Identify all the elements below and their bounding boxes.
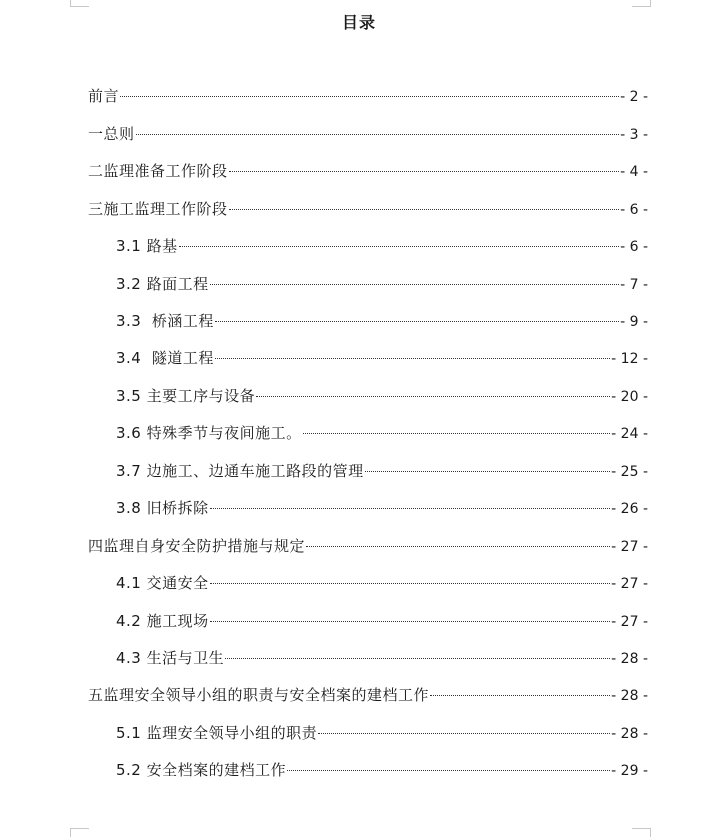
toc-entry-page: - 28 - (611, 726, 648, 742)
dot-leader (215, 358, 610, 359)
toc-entry[interactable] (88, 683, 648, 707)
toc-entry-label: 一总则 (88, 125, 135, 143)
dot-leader (120, 96, 619, 97)
toc-entry[interactable] (88, 84, 648, 108)
toc-entry-page: - 25 - (611, 464, 648, 480)
dot-leader (287, 770, 610, 771)
toc-entry-label: 3.7 边施工、边通车施工路段的管理 (116, 462, 364, 480)
toc-entry-page: - 28 - (611, 651, 648, 667)
toc-entry[interactable] (116, 459, 648, 483)
toc-entry-label: 4.2 施工现场 (116, 612, 209, 630)
toc-entry-page: - 27 - (611, 614, 648, 630)
toc-entry[interactable] (116, 571, 648, 595)
dot-leader (210, 284, 619, 285)
toc-entry-label: 5.2 安全档案的建档工作 (116, 761, 287, 779)
toc-entry-page: - 28 - (611, 688, 648, 704)
dot-leader (256, 396, 610, 397)
toc-entry-page: - 26 - (611, 501, 648, 517)
toc-entry[interactable] (116, 758, 648, 782)
toc-entry-page: - 9 - (620, 314, 648, 330)
dot-leader (210, 621, 611, 622)
page-corner-mark (632, 0, 651, 7)
toc-entry-page: - 6 - (620, 239, 648, 255)
toc-entry-page: - 12 - (611, 351, 648, 367)
toc-entry[interactable] (88, 197, 648, 221)
dot-leader (229, 171, 620, 172)
toc-entry[interactable] (116, 646, 648, 670)
toc-entry[interactable] (116, 721, 648, 745)
toc-entry-label: 前言 (88, 87, 120, 105)
dot-leader (303, 433, 611, 434)
dot-leader (225, 658, 610, 659)
toc-entry-label: 3.5 主要工序与设备 (116, 387, 256, 405)
toc-entry-label: 4.1 交通安全 (116, 574, 209, 592)
toc-entry-label: 3.8 旧桥拆除 (116, 499, 209, 517)
toc-entry-label: 三施工监理工作阶段 (88, 200, 228, 218)
toc-entry[interactable] (116, 609, 648, 633)
toc-entry-label: 3.6 特殊季节与夜间施工。 (116, 424, 302, 442)
toc-entry[interactable] (116, 346, 648, 370)
toc-entry[interactable] (116, 234, 648, 258)
toc-entry-label: 3.3 桥涵工程 (116, 312, 214, 330)
toc-entry-page: - 20 - (611, 389, 648, 405)
toc-entry-label: 四监理自身安全防护措施与规定 (88, 537, 306, 555)
toc-entry[interactable] (116, 421, 648, 445)
toc-entry-label: 3.1 路基 (116, 237, 178, 255)
toc-entry-page: - 27 - (611, 576, 648, 592)
toc-entry-label: 3.4 隧道工程 (116, 349, 214, 367)
dot-leader (210, 583, 611, 584)
toc-entry-label: 五监理安全领导小组的职责与安全档案的建档工作 (88, 686, 430, 704)
toc-entry[interactable] (88, 159, 648, 183)
toc-entry[interactable] (116, 384, 648, 408)
toc-entry-page: - 3 - (620, 127, 648, 143)
dot-leader (229, 209, 620, 210)
dot-leader (430, 695, 610, 696)
toc-entry-page: - 27 - (611, 539, 648, 555)
toc-title: 目录 (341, 13, 376, 32)
dot-leader (318, 733, 610, 734)
toc-entry-page: - 4 - (620, 164, 648, 180)
toc-entry-label: 5.1 监理安全领导小组的职责 (116, 724, 318, 742)
toc-entry[interactable] (88, 122, 648, 146)
toc-entry-label: 二监理准备工作阶段 (88, 162, 228, 180)
toc-entry-page: - 29 - (611, 763, 648, 779)
toc-entry-page: - 6 - (620, 202, 648, 218)
dot-leader (365, 471, 611, 472)
dot-leader (179, 246, 619, 247)
toc-entry-page: - 2 - (620, 89, 648, 105)
toc-entry[interactable] (116, 496, 648, 520)
toc-entry-label: 3.2 路面工程 (116, 275, 209, 293)
dot-leader (210, 508, 611, 509)
dot-leader (215, 321, 619, 322)
dot-leader (136, 134, 620, 135)
toc-entry[interactable] (116, 309, 648, 333)
toc-entry[interactable] (116, 272, 648, 296)
toc-entry-page: - 7 - (620, 277, 648, 293)
page-corner-mark (70, 0, 89, 7)
dot-leader (306, 546, 610, 547)
toc-entry[interactable] (88, 534, 648, 558)
toc-entry-label: 4.3 生活与卫生 (116, 649, 225, 667)
toc-entry-page: - 24 - (611, 426, 648, 442)
